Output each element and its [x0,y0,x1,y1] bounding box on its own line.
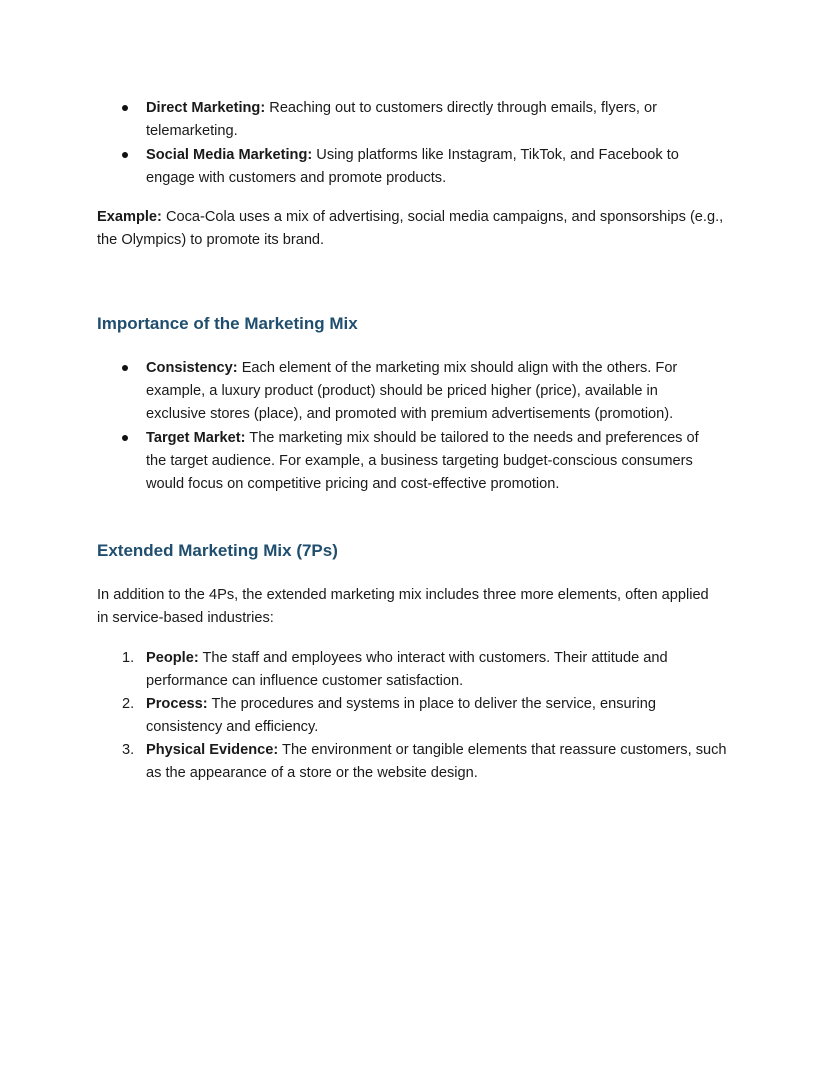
paragraph-line: In addition to the 4Ps, the extended marketing mix includes three more elements, often applied [97,587,709,603]
list-item-continuation: would focus on competitive pricing and cost-effective promotion. [146,476,560,492]
list-item-continuation: the target audience. For example, a business targeting budget-conscious consumers [146,453,693,469]
term: Physical Evidence: [146,742,279,758]
text: Using platforms like Instagram, TikTok, and Facebook to [312,147,679,163]
bullet-icon [122,365,128,371]
section-heading-extended: Extended Marketing Mix (7Ps) [97,541,338,560]
paragraph-line [97,206,723,229]
term: Process: [146,696,208,712]
list-item-consistency [146,357,677,380]
list-item-direct-marketing [146,97,657,120]
text: The procedures and systems in place to deliver the service, ensuring [207,696,656,712]
list-item-process [146,693,656,716]
section-heading-importance: Importance of the Marketing Mix [97,314,358,333]
paragraph-line: the Olympics) to promote its brand. [97,232,325,248]
list-item-continuation: exclusive stores (place), and promoted with premium advertisements (promotion). [146,406,674,422]
bullet-icon [122,152,128,158]
term: Example: [97,209,162,225]
list-item-continuation: consistency and efficiency. [146,719,319,735]
bullet-icon [122,435,128,441]
list-number: 3. [122,742,135,758]
list-item-continuation: example, a luxury product (product) should be priced higher (price), available in [146,383,658,399]
text: The marketing mix should be tailored to the needs and preferences of [245,430,699,446]
list-number: 1. [122,650,135,666]
term: Social Media Marketing: [146,147,313,163]
list-item-continuation: as the appearance of a store or the website design. [146,765,478,781]
paragraph-line: in service-based industries: [97,610,274,626]
text: Reaching out to customers directly through emails, flyers, or [265,100,657,116]
term: Consistency: [146,360,238,376]
list-item-continuation: telemarketing. [146,123,238,139]
text: The staff and employees who interact with customers. Their attitude and [198,650,668,666]
list-item-continuation: engage with customers and promote products. [146,170,447,186]
list-item-people [146,647,668,670]
list-item-continuation: performance can influence customer satisfaction. [146,673,464,689]
list-item-social-media [146,144,679,167]
list-item-target-market [146,427,699,450]
text: The environment or tangible elements that reassure customers, such [278,742,727,758]
text: Each element of the marketing mix should align with the others. For [237,360,678,376]
list-number: 2. [122,696,135,712]
bullet-icon [122,105,128,111]
term: Target Market: [146,430,246,446]
term: Direct Marketing: [146,100,266,116]
list-item-physical-evidence [146,739,727,762]
text: Coca-Cola uses a mix of advertising, social media campaigns, and sponsorships (e.g., [161,209,724,225]
term: People: [146,650,199,666]
